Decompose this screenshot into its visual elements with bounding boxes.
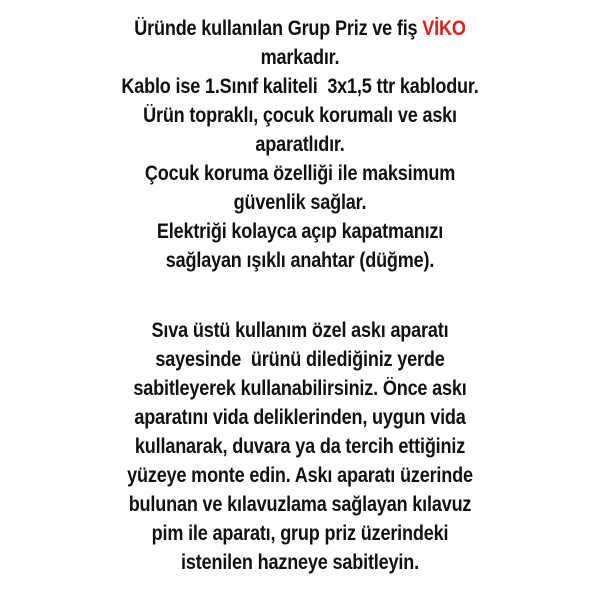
text-line: güvenlik sağlar. <box>233 191 367 214</box>
brand-name: VİKO <box>422 17 466 40</box>
text-line: bulunan ve kılavuzlama sağlayan kılavuz <box>128 493 472 516</box>
text-line <box>42 14 558 43</box>
text-line: Çocuk koruma özelliği ile maksimum <box>144 162 456 185</box>
product-info-paragraph <box>0 14 600 275</box>
text-line: kullanarak, duvara ya da tercih ettiğiniz <box>134 435 466 458</box>
text-line: Ürün topraklı, çocuk korumalı ve askı <box>143 104 457 127</box>
text-line-prefix: Üründe kullanılan Grup Priz ve fiş <box>134 17 423 40</box>
text-line: sabitleyerek kullanabilirsiniz. Önce askı <box>133 377 467 400</box>
text-line: sayesinde ürünü dilediğiniz yerde <box>155 348 445 371</box>
text-line: istenilen hazneye sabitleyin. <box>181 551 419 574</box>
text-line: markadır. <box>260 46 340 69</box>
text-line: sağlayan ışıklı anahtar (düğme). <box>165 249 435 272</box>
text-line: aparatını vida deliklerinden, uygun vida <box>134 406 466 429</box>
text-line: Elektriği kolayca açıp kapatmanızı <box>156 220 444 243</box>
text-line: aparatlıdır. <box>255 133 345 156</box>
text-line: Sıva üstü kullanım özel askı aparatı <box>151 319 449 342</box>
text-line: pim ile aparatı, grup priz üzerindeki <box>151 522 449 545</box>
text-line: Kablo ise 1.Sınıf kaliteli 3x1,5 ttr kablodur. <box>121 75 479 98</box>
mounting-instructions-paragraph <box>0 316 600 577</box>
text-line: yüzeye monte edin. Askı aparatı üzerinde <box>127 464 473 487</box>
